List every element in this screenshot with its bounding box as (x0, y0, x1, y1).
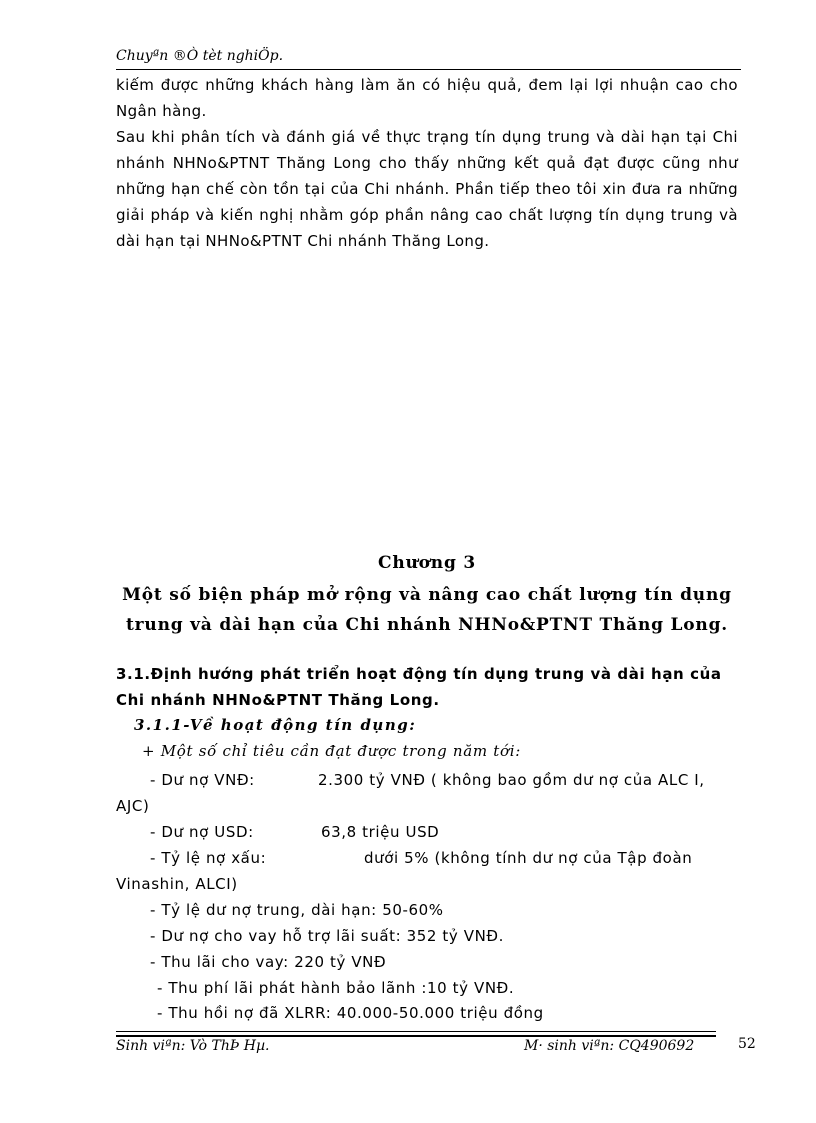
footer-rule-thin (116, 1031, 716, 1032)
section-heading-line-2: Chi nhánh NHNo&PTNT Thăng Long. (116, 691, 440, 709)
footer-student-id: M· sinh viªn: CQ490692 (524, 1038, 695, 1054)
target-guarantee-fees: - Thu phí lãi phát hành bảo lãnh :10 tỷ VNĐ. (157, 979, 515, 997)
footer-student-name: Sinh viªn: Vò ThÞ Hµ. (116, 1038, 270, 1054)
intro-paragraph-2: Sau khi phân tích và đánh giá về thực trạng tín dụng trung và dài hạn tại Chi nhánh NHNo&PTNT Thăng Long cho thấy những kết quả đạt được cũng như những hạn chế còn tồn tại của Chi nhánh. Phần tiếp theo tôi xin đưa ra những giải pháp và kiến nghị nhằm góp phần nâng cao chất lượng tín dụng trung và dài hạn tại NHNo&PTNT Chi nhánh Thăng Long. (116, 128, 738, 250)
footer-rule-thick (116, 1035, 716, 1037)
target-vnd-label: - Dư nợ VNĐ: (150, 771, 255, 789)
chapter-title-line-1: Một số biện pháp mở rộng và nâng cao chất lượng tín dụng (122, 585, 732, 605)
target-usd-value: 63,8 triệu USD (321, 823, 440, 841)
chapter-title-line-2: trung và dài hạn của Chi nhánh NHNo&PTNT Thăng Long. (126, 615, 728, 635)
intro-paragraph-1: kiếm được những khách hàng làm ăn có hiệu quả, đem lại lợi nhuận cao cho Ngân hàng. (116, 76, 738, 120)
target-supported-loans: - Dư nợ cho vay hỗ trợ lãi suất: 352 tỷ VNĐ. (150, 927, 505, 945)
header-rule (116, 69, 741, 70)
header-title: Chuyªn ®Ò tèt nghiÖp. (116, 48, 284, 64)
target-usd-label: - Dư nợ USD: (150, 823, 254, 841)
target-medium-long-ratio: - Tỷ lệ dư nợ trung, dài hạn: 50-60% (150, 901, 444, 919)
target-vnd-value: 2.300 tỷ VNĐ ( không bao gồm dư nợ của ALC I, (318, 771, 705, 789)
page-number: 52 (738, 1036, 756, 1052)
target-bad-debt-label: - Tỷ lệ nợ xấu: (150, 849, 267, 867)
section-heading-line-1: 3.1.Định hướng phát triển hoạt động tín dụng trung và dài hạn của (116, 665, 722, 683)
subsection-heading: 3.1.1-Về hoạt động tín dụng: (134, 716, 417, 734)
target-debt-recovery: - Thu hồi nợ đã XLRR: 40.000-50.000 triệu đồng (157, 1004, 544, 1022)
chapter-number: Chương 3 (378, 553, 476, 573)
target-bad-debt-continuation: Vinashin, ALCI) (116, 875, 238, 893)
target-bad-debt-value: dưới 5% (không tính dư nợ của Tập đoàn (364, 849, 693, 867)
target-vnd-continuation: AJC) (116, 797, 150, 815)
targets-intro: + Một số chỉ tiêu cần đạt được trong năm tới: (142, 742, 522, 760)
target-interest-income: - Thu lãi cho vay: 220 tỷ VNĐ (150, 953, 387, 971)
